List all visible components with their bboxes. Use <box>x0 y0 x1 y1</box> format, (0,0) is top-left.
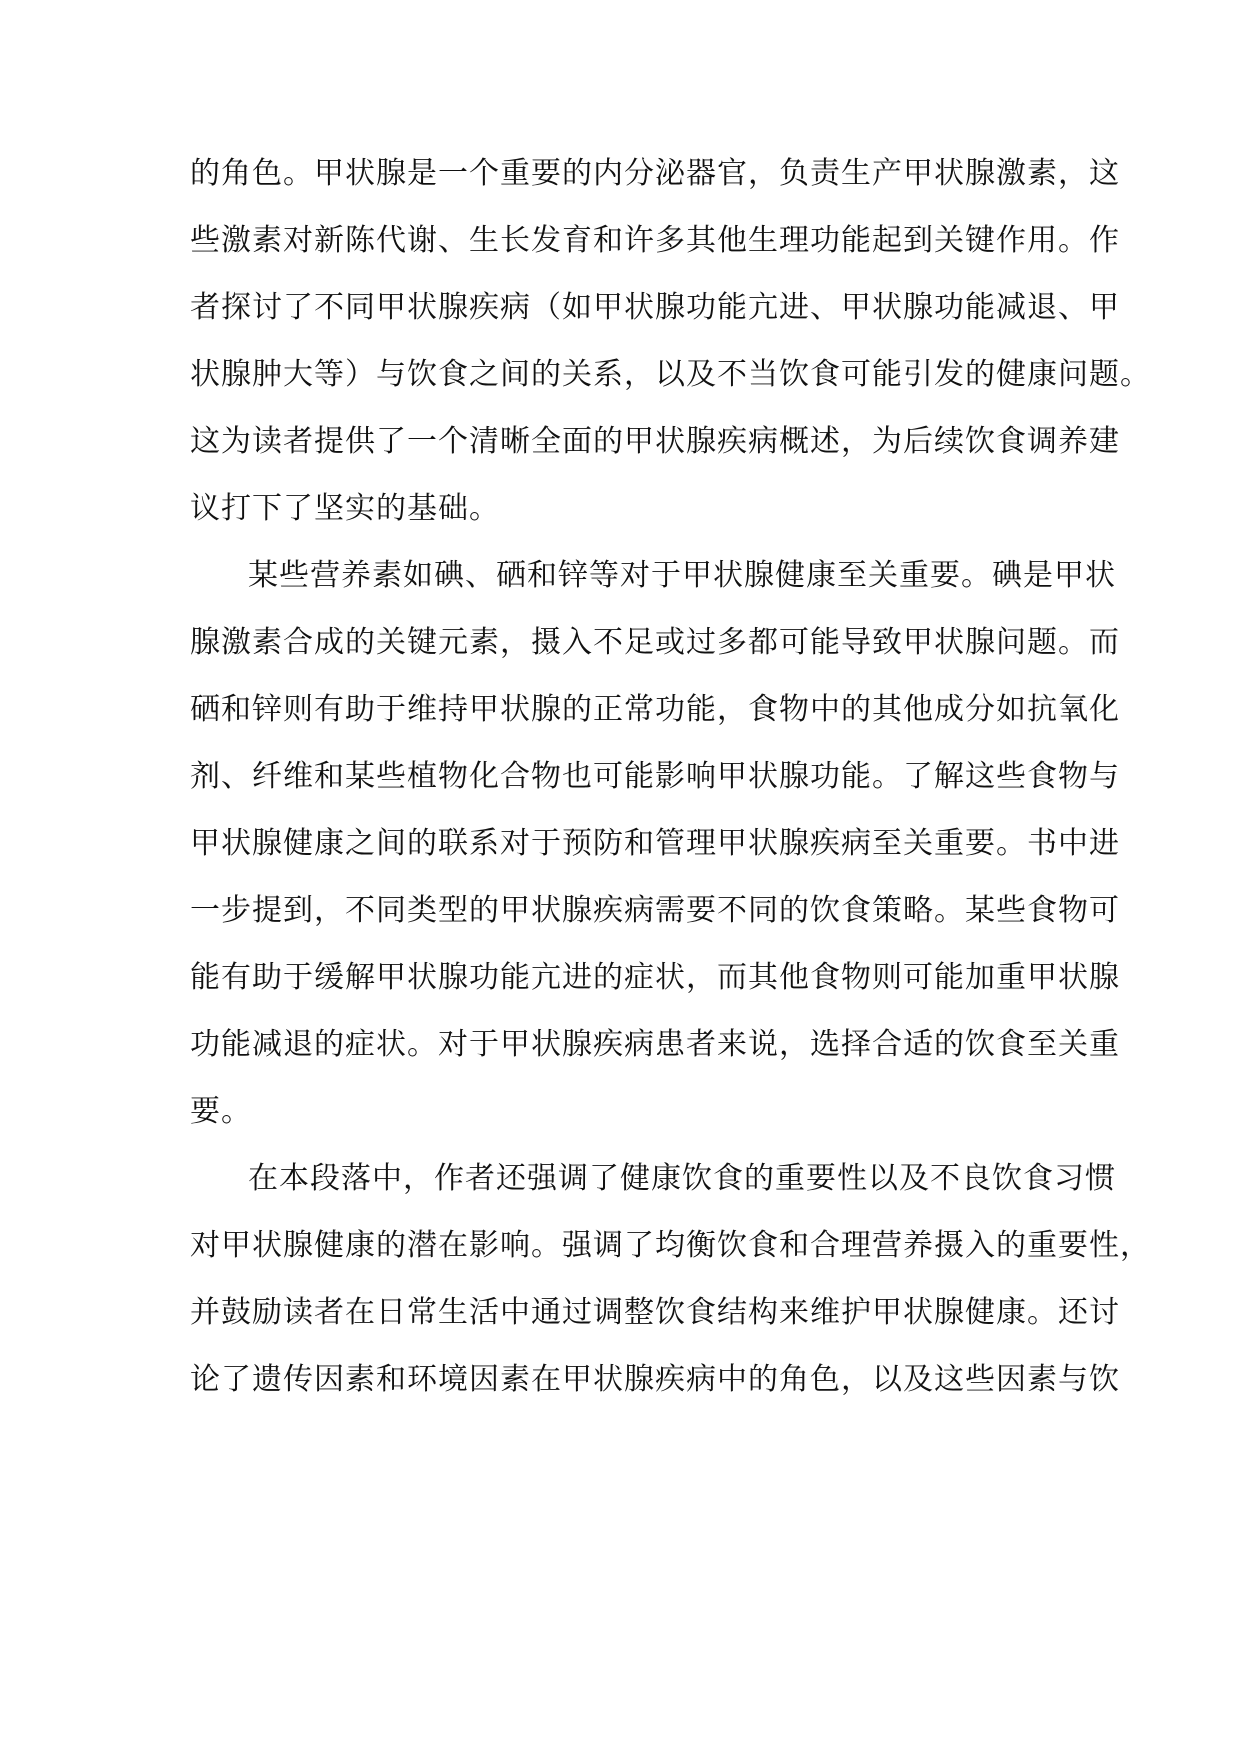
text-line: 这为读者提供了一个清晰全面的甲状腺疾病概述，为后续饮食调养建 <box>190 424 1120 459</box>
text-line: 的角色。甲状腺是一个重要的内分泌器官，负责生产甲状腺激素，这 <box>190 156 1120 191</box>
text-line: 状腺肿大等）与饮食之间的关系，以及不当饮食可能引发的健康问题。 <box>190 357 1151 392</box>
text-line: 功能减退的症状。对于甲状腺疾病患者来说，选择合适的饮食至关重 <box>190 1027 1120 1062</box>
paragraph-1 <box>190 140 1151 542</box>
text-line: 些激素对新陈代谢、生长发育和许多其他生理功能起到关键作用。作 <box>190 223 1120 258</box>
text-line: 对甲状腺健康的潜在影响。强调了均衡饮食和合理营养摄入的重要性， <box>190 1228 1151 1263</box>
paragraph-3 <box>190 1145 1151 1413</box>
text-line: 硒和锌则有助于维持甲状腺的正常功能，食物中的其他成分如抗氧化 <box>190 692 1120 727</box>
document-body <box>190 140 1151 1413</box>
text-line: 一步提到，不同类型的甲状腺疾病需要不同的饮食策略。某些食物可 <box>190 893 1120 928</box>
text-line: 在本段落中，作者还强调了健康饮食的重要性以及不良饮食习惯 <box>248 1161 1116 1196</box>
paragraph-2 <box>190 542 1120 1145</box>
text-line: 议打下了坚实的基础。 <box>190 491 500 526</box>
text-line: 并鼓励读者在日常生活中通过调整饮食结构来维护甲状腺健康。还讨 <box>190 1295 1120 1330</box>
text-line: 腺激素合成的关键元素，摄入不足或过多都可能导致甲状腺问题。而 <box>190 625 1120 660</box>
text-line: 甲状腺健康之间的联系对于预防和管理甲状腺疾病至关重要。书中进 <box>190 826 1120 861</box>
text-line: 能有助于缓解甲状腺功能亢进的症状，而其他食物则可能加重甲状腺 <box>190 960 1120 995</box>
text-line: 要。 <box>190 1094 252 1129</box>
text-line: 论了遗传因素和环境因素在甲状腺疾病中的角色，以及这些因素与饮 <box>190 1362 1120 1397</box>
text-line: 者探讨了不同甲状腺疾病（如甲状腺功能亢进、甲状腺功能减退、甲 <box>190 290 1120 325</box>
text-line: 剂、纤维和某些植物化合物也可能影响甲状腺功能。了解这些食物与 <box>190 759 1120 794</box>
text-line: 某些营养素如碘、硒和锌等对于甲状腺健康至关重要。碘是甲状 <box>248 558 1116 593</box>
